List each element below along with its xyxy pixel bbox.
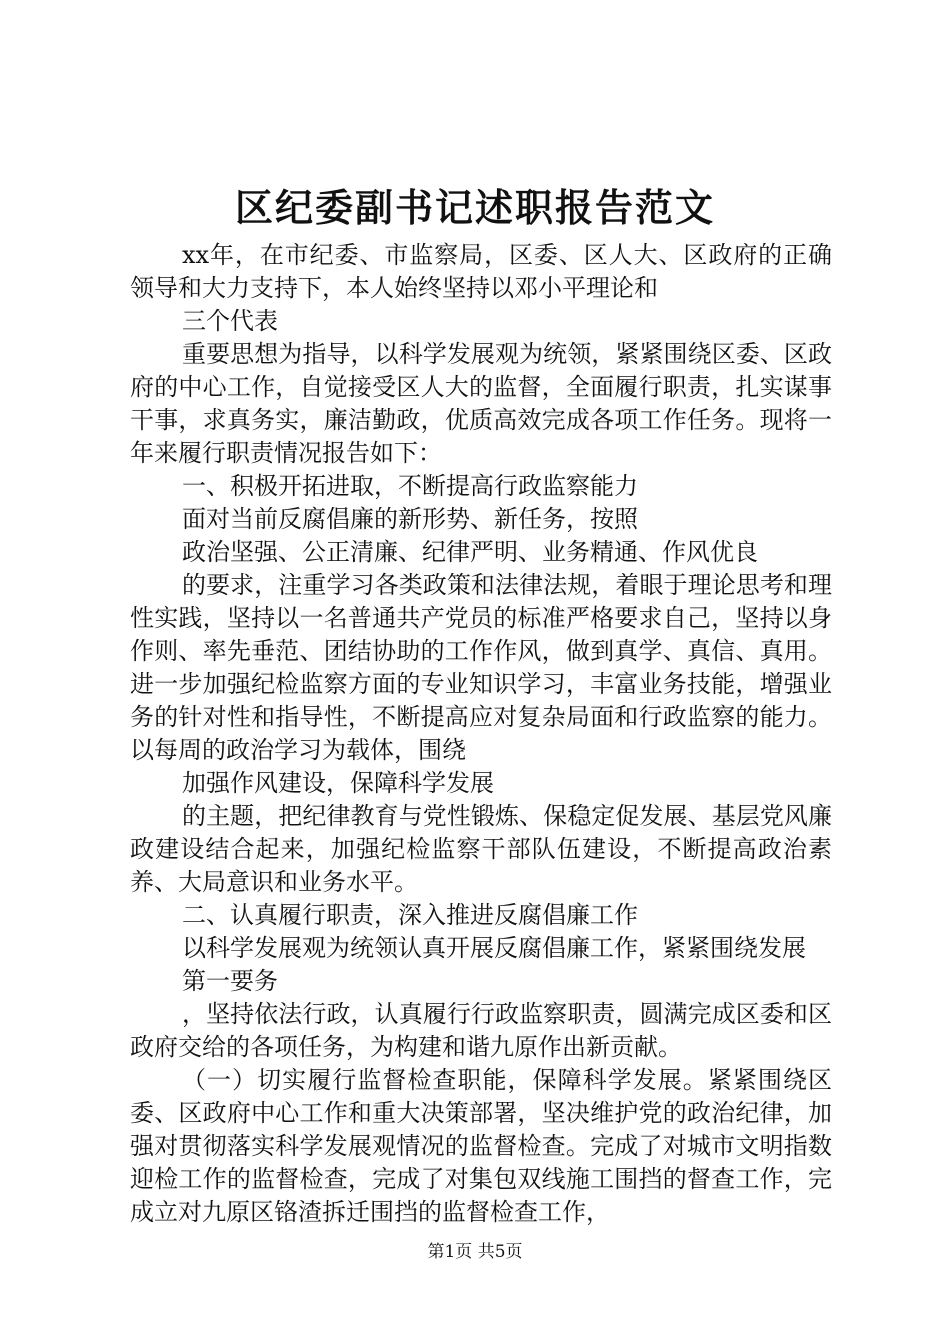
paragraph: 第一要务 <box>182 967 278 995</box>
section-heading: 一、积极开拓进取，不断提高行政监察能力 <box>182 472 638 500</box>
document-title: 区纪委副书记述职报告范文 <box>234 185 715 230</box>
paragraph: 以科学发展观为统领认真开展反腐倡廉工作，紧紧围绕发展 <box>182 934 806 962</box>
paragraph: 政治坚强、公正清廉、纪律严明、业务精通、作风优良 <box>182 538 758 566</box>
document-body <box>130 239 832 1229</box>
paragraph: 加强作风建设，保障科学发展 <box>182 769 494 797</box>
page-number: 第1页 共5页 <box>427 1242 523 1262</box>
paragraph: 面对当前反腐倡廉的新形势、新任务，按照 <box>182 505 638 533</box>
paragraph: 的主题，把纪律教育与党性锻炼、保稳定促发展、基层党风廉政建设结合起来，加强纪检监察干部队伍建设，不断提高政治素养、大局意识和业务水平。 <box>130 802 832 896</box>
section-heading: 二、认真履行职责，深入推进反腐倡廉工作 <box>182 901 638 929</box>
paragraph: 三个代表 <box>182 307 278 335</box>
paragraph: 重要思想为指导，以科学发展观为统领，紧紧围绕区委、区政府的中心工作，自觉接受区人大的监督，全面履行职责，扎实谋事干事，求真务实，廉洁勤政，优质高效完成各项工作任务。现将一年来履行职责情况报告如下： <box>130 340 832 467</box>
paragraph: ，坚持依法行政，认真履行行政监察职责，圆满完成区委和区政府交给的各项任务，为构建和谐九原作出新贡献。 <box>130 1000 832 1061</box>
paragraph: 的要求，注重学习各类政策和法律法规，着眼于理论思考和理性实践，坚持以一名普通共产党员的标准严格要求自己，坚持以身作则、率先垂范、团结协助的工作作风，做到真学、真信、真用。进一步加强纪检监察方面的专业知识学习，丰富业务技能，增强业务的针对性和指导性，不断提高应对复杂局面和行政监察的能力。以每周的政治学习为载体，围绕 <box>130 571 832 764</box>
paragraph: xx年，在市纪委、市监察局，区委、区人大、区政府的正确领导和大力支持下，本人始终坚持以邓小平理论和 <box>130 241 832 302</box>
paragraph: （一）切实履行监督检查职能，保障科学发展。紧紧围绕区委、区政府中心工作和重大决策部署，坚决维护党的政治纪律，加强对贯彻落实科学发展观情况的监督检查。完成了对城市文明指数迎检工作的监督检查，完成了对集包双线施工围挡的督查工作，完成立对九原区铬渣拆迁围挡的监督检查工作， <box>130 1066 832 1226</box>
